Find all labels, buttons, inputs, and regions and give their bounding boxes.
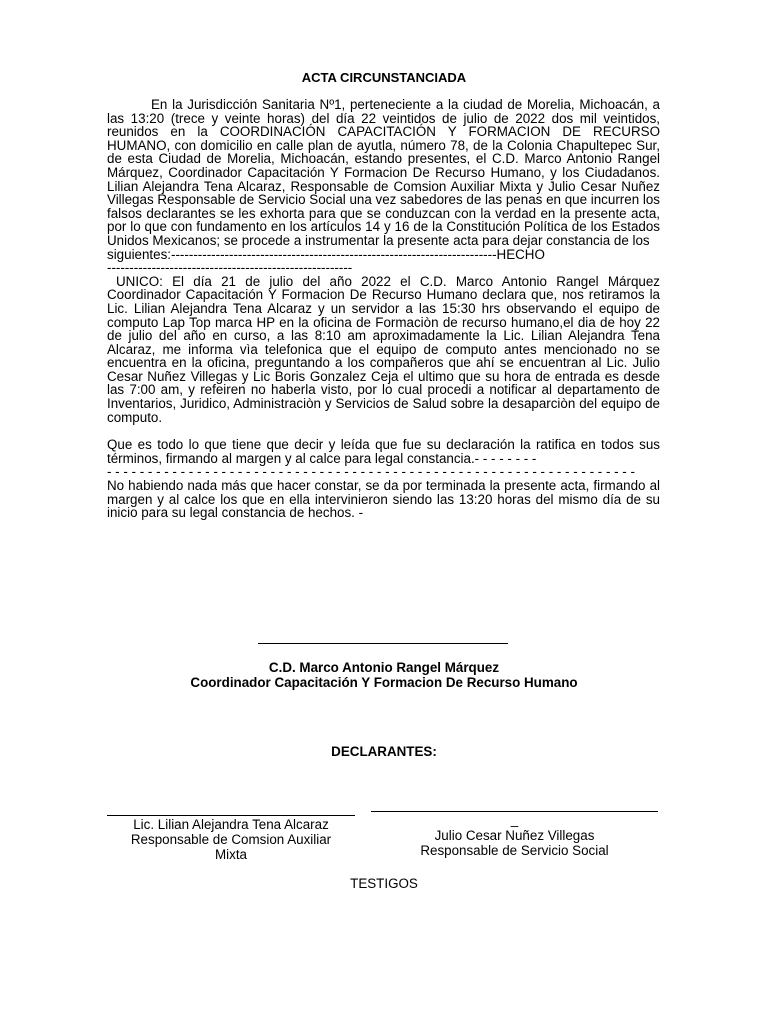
signatory-name: C.D. Marco Antonio Rangel Márquez — [268, 660, 500, 675]
document-body — [107, 98, 660, 520]
paragraph-closing: No habiendo nada más que hacer constar, se da por terminada la presente acta, firmando al margen y al calce los que en ella intervinieron siendo las 13:20 horas del mismo día de su inicio para su legal constancia de hechos. - — [107, 478, 660, 521]
separator-dashes-2: - - - - - - - - - - - - - - - - - - - - - - - - - - - - - - - - - - - - - - - - - - - - - - - - - - - - - - - - - - - - - - - - - — [107, 465, 635, 480]
signature-line-main — [258, 643, 508, 644]
document-title: ACTA CIRCUNSTANCIADA — [301, 70, 467, 85]
paragraph-unico: UNICO: El día 21 de julio del año 2022 el C.D. Marco Antonio Rangel Márquez Coordinador Capacitación Y Formacion De Recurso Humano declara que, nos retiramos la Lic. Lilian Alejandra Tena Alcaraz y un servidor a las 15:30 hrs observando el equipo de computo Lap Top marca HP en la oficina de Formaciòn de recurso humano,el dia de hoy 22 de julio del año en curso, a las 8:10 am aproximadamente la Lic. Lilian Alejandra Tena Alcaraz, me informa vìa telefonica que el equipo de computo antes mencionado no se encuentra en la oficina, preguntando a los compañeros que ahí se encuentran al Lic. Julio Cesar Nuñez Villegas y Lic Boris Gonzalez Ceja el ultimo que su hora de entrada es desde las 7:00 am, y refeiren no haberla visto, por lo cual procedi a notificar al departamento de Inventarios, Juridico, Administraciòn y Servicios de Salud sobre la desaparciòn del equipo de computo. — [107, 273, 660, 425]
declarante-1-name: Lic. Lilian Alejandra Tena Alcaraz — [133, 817, 329, 832]
declarante-2-mark: _ — [510, 812, 519, 827]
declarante-1-role: Responsable de Comsion Auxiliar — [130, 832, 332, 847]
signatory-role: Coordinador Capacitación Y Formacion De Recurso Humano — [190, 675, 578, 690]
declarante-2-name: Julio Cesar Nuñez Villegas — [434, 828, 595, 843]
paragraph-opening: En la Jurisdicción Sanitaria Nº1, perteneciente a la ciudad de Morelia, Michoacán, a las 13:20 (trece y veinte horas) del día 22 veintidos de julio de 2022 dos mil veintidos, reunidos en la COORDINACIÓN CAPACITACIÓN Y FORMACION DE RECURSO HUMANO, con domicilio en calle plan de ayutla, número 78, de la Colonia Chapultepec Sur, de esta Ciudad de Morelia, Michoacán, estando presentes, el C.D. Marco Antonio Rangel Márquez, Coordinador Capacitación Y Formacion De Recurso Humano, y los Ciudadanos. Lilian Alejandra Tena Alcaraz, Responsable de Comsion Auxiliar Mixta y Julio Cesar Nuñez Villegas Responsable de Servicio Social una vez sabedores de las penas en que incurren los falsos declarantes se les exhorta para que se conduzcan con la verdad en la presente acta, por lo que con fundamento en los artículos 14 y 16 de la Constitución Política de los Estados Unidos Mexicanos; se procede a instrumentar la presente acta para dejar constancia de los — [107, 97, 660, 248]
declarantes-heading: DECLARANTES: — [331, 744, 437, 759]
separator-dashes: ------------------------------------------------------- — [107, 261, 353, 275]
declarante-1-role-2: Mixta — [215, 847, 247, 862]
signature-line-declarante-1 — [107, 815, 355, 816]
testigos-heading: TESTIGOS — [350, 876, 418, 891]
paragraph-ratification: Que es todo lo que tiene que decir y leída que fue su declaración la ratifica en todos sus términos, firmando al margen y al calce para legal constancia.- - - - - - - - — [107, 437, 660, 466]
paragraph-opening-end: siguientes:-------------------------------------------------------------------------HECHO — [107, 246, 545, 262]
declarante-2-role: Responsable de Servicio Social — [420, 843, 609, 858]
